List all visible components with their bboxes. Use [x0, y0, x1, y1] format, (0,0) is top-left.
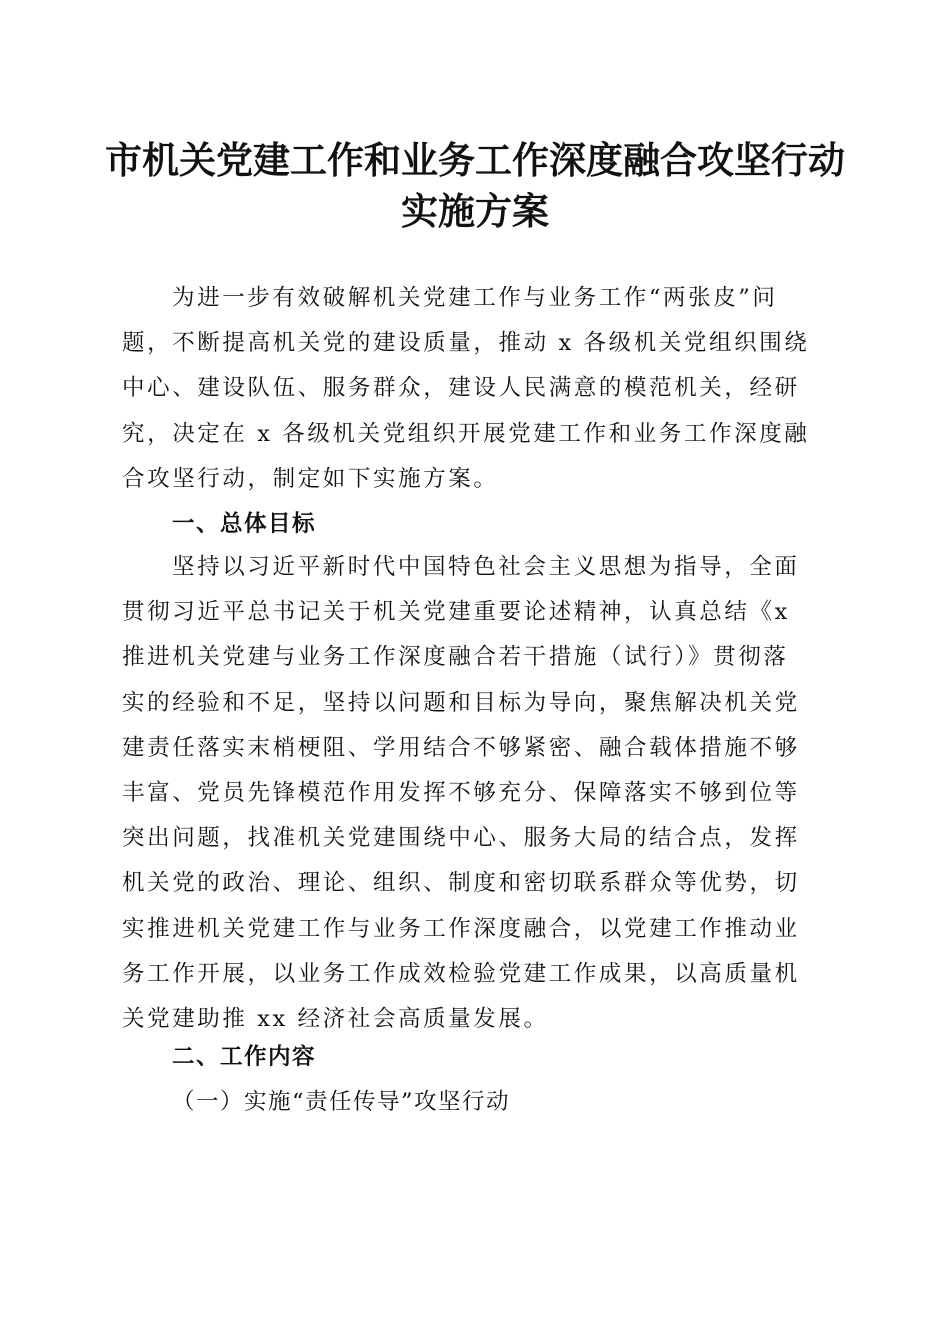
section-2-heading-text: 二、工作内容	[172, 1044, 317, 1070]
goal-line: 实的经验和不足，坚持以问题和目标为导向，聚焦解决机关党	[122, 689, 800, 716]
goal-line: 丰富、党员先锋模范作用发挥不够充分、保障落实不够到位等	[122, 780, 800, 807]
goal-line: 推进机关党建与业务工作深度融合若干措施（试行）》贯彻落	[122, 644, 789, 671]
goal-line: 坚持以习近平新时代中国特色社会主义思想为指导，全面	[172, 554, 800, 580]
section-2-subheading-1-text: （一）实施“责任传导”攻坚行动	[172, 1089, 511, 1115]
intro-line: 题，不断提高机关党的建设质量，推动 x 各级机关党组织围绕	[122, 330, 810, 357]
section-2-heading	[122, 1035, 828, 1080]
goal-line: 建责任落实末梢梗阻、学用结合不够紧密、融合载体措施不够	[122, 734, 800, 761]
goal-line: 机关党的政治、理论、组织、制度和密切联系群众等优势，切	[122, 870, 800, 897]
goal-line: 贯彻习近平总书记关于机关党建重要论述精神，认真总结《x	[122, 599, 790, 626]
intro-paragraph	[122, 276, 828, 502]
goal-line: 突出问题，找准机关党建围绕中心、服务大局的结合点，发挥	[122, 825, 800, 852]
section-1-heading	[122, 502, 828, 547]
goal-line: 务工作开展，以业务工作成效检验党建工作成果，以高质量机	[122, 960, 800, 987]
goal-line: 实推进机关党建工作与业务工作深度融合，以党建工作推动业	[122, 915, 800, 942]
document-title	[100, 135, 850, 237]
title-line-1: 市机关党建工作和业务工作深度融合攻坚行动	[105, 138, 845, 182]
section-1-heading-text: 一、总体目标	[172, 511, 317, 537]
intro-line: 为进一步有效破解机关党建工作与业务工作“两张皮”问	[172, 285, 778, 311]
intro-line: 合攻坚行动，制定如下实施方案。	[122, 465, 499, 492]
title-line-2: 实施方案	[401, 189, 549, 233]
section-2-subheading-1	[122, 1080, 828, 1125]
section-1-paragraph	[122, 545, 828, 1042]
intro-line: 究，决定在 x 各级机关党组织开展党建工作和业务工作深度融	[122, 420, 810, 447]
intro-line: 中心、建设队伍、服务群众，建设人民满意的模范机关，经研	[122, 375, 800, 402]
goal-line: 关党建助推 xx 经济社会高质量发展。	[122, 1006, 549, 1033]
